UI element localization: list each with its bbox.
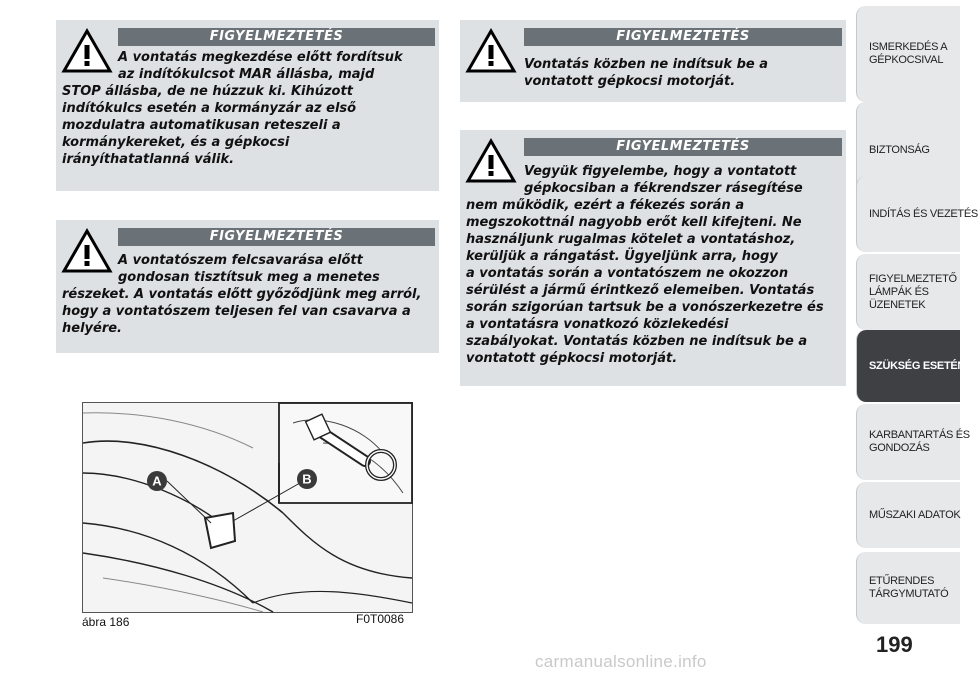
tab-warning-lights[interactable]: FIGYELMEZTETŐ LÁMPÁK ÉS ÜZENETEK bbox=[856, 254, 960, 330]
label-a: A bbox=[152, 473, 162, 489]
warning-text: A vontatószem felcsavarása előtt gondosan tisztítsuk meg a menetes bbox=[118, 253, 380, 285]
figure-code: F0T0086 bbox=[356, 612, 405, 626]
tab-safety[interactable]: BIZTONSÁG bbox=[856, 102, 960, 198]
warning-heading: FIGYELMEZTETÉS bbox=[118, 28, 435, 46]
tab-technical-data[interactable]: MŰSZAKI ADATOK bbox=[856, 482, 960, 548]
warning-text: Vontatás közben ne indítsuk be a vontatott gépkocsi motorját. bbox=[524, 57, 768, 89]
warning-text: Vegyük figyelembe, hogy a vontatott gépkocsiban a fékrendszer rásegítése bbox=[524, 164, 803, 196]
warning-triangle-icon bbox=[62, 228, 112, 274]
tow-eye-figure bbox=[82, 402, 413, 613]
warning-triangle-icon bbox=[466, 28, 516, 74]
figure-caption: ábra 186 bbox=[82, 615, 130, 629]
warning-triangle-icon bbox=[62, 28, 112, 74]
tab-maintenance[interactable]: KARBANTARTÁS ÉS GONDOZÁS bbox=[856, 404, 960, 480]
warning-text-cont: részeket. A vontatás előtt győződjünk meg arról, hogy a vontatószem teljesen fel van csavarva a helyére. bbox=[62, 287, 422, 336]
warning-box-4 bbox=[460, 130, 846, 386]
warning-triangle-icon bbox=[466, 138, 516, 184]
label-b: B bbox=[302, 471, 312, 487]
tab-getting-to-know[interactable]: ISMERKEDÉS A GÉPKOCSIVAL bbox=[856, 6, 960, 102]
watermark-text: carmanualsonline.info bbox=[535, 652, 707, 671]
warning-heading: FIGYELMEZTETÉS bbox=[524, 138, 842, 156]
chapter-tabs bbox=[856, 0, 978, 678]
figure-drawing bbox=[83, 403, 412, 612]
warning-text: A vontatás megkezdése előtt fordítsuk az indítókulcsot MAR állásba, majd bbox=[118, 50, 403, 82]
warning-heading: FIGYELMEZTETÉS bbox=[118, 228, 435, 246]
warning-box-1 bbox=[56, 20, 439, 191]
page-number: 199 bbox=[876, 632, 913, 657]
tab-emergency[interactable]: SZÜKSÉG ESETÉN bbox=[856, 330, 960, 402]
tab-index[interactable]: ETŰRENDES TÁRGYMUTATÓ bbox=[856, 552, 960, 624]
warning-heading: FIGYELMEZTETÉS bbox=[524, 28, 842, 46]
warning-box-2 bbox=[56, 220, 439, 353]
warning-text-cont: STOP állásba, de ne húzzuk ki. Kihúzott indítókulcs esetén a kormányzár az első mozdulatra automatikusan reteszeli a kormánykereket, és a gépkocsi irányíthatatlanná válik. bbox=[62, 84, 357, 167]
warning-box-3 bbox=[460, 20, 846, 102]
tab-starting-driving[interactable]: INDÍTÁS ÉS VEZETÉS bbox=[856, 176, 960, 252]
warning-text-cont: nem működik, ezért a fékezés során a megszokottnál nagyobb erőt kell kifejteni. Ne használjunk rugalmas kötelet a vontatáshoz, kerüljük a rángatást. Ügyeljünk arra, hogy a vontatás során a vontatószem ne okozzon sérülést a jármű érintkező elemeiben. Vontatás során szigorúan tartsuk be a vonószerkezetre és a vontatásra vonatkozó közlekedési szabályokat. Vontatás közben ne indítsuk be a vontatott gépkocsi motorját. bbox=[466, 198, 824, 366]
